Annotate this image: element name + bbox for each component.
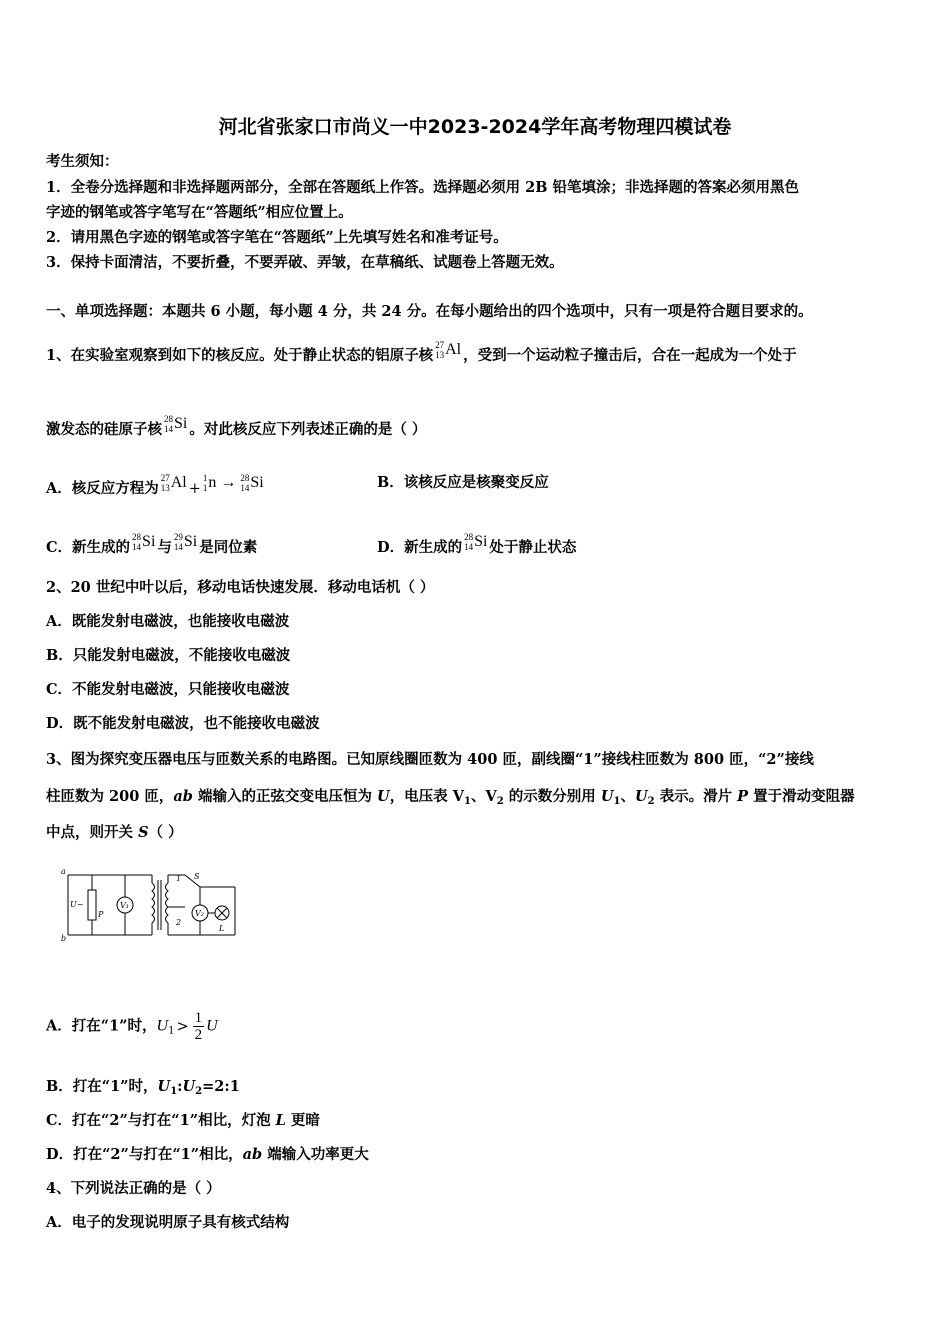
notice-line-1b: 字迹的钢笔或答字笔写在“答题纸”相应位置上。 (46, 204, 353, 221)
neutron: 1 1 n → (202, 473, 237, 494)
q2-option-d[interactable]: D．既不能发射电磁波，也不能接收电磁波 (46, 715, 320, 732)
isotope-si28: 28 14 Si (464, 532, 488, 553)
q1-text-4: 。对此核反应下列表述正确的是（ ） (189, 421, 427, 438)
q1-option-c[interactable]: C．新生成的 28 14 Si 与 29 14 Si 是同位素 (46, 532, 258, 556)
label-u: U~ (70, 900, 84, 909)
isotope-al27: 27 13 Al (160, 473, 187, 494)
q1-text-3: 激发态的硅原子核 (46, 421, 162, 438)
q1-text-2: ，受到一个运动粒子撞击后，合在一起成为一个处于 (463, 347, 797, 364)
q1-text: 1、在实验室观察到如下的核反应。处于静止状态的铝原子核 (46, 347, 434, 364)
q2-stem: 2、20 世纪中叶以后，移动电话快速发展．移动电话机（ ） (46, 579, 435, 596)
isotope-si29: 29 14 Si (173, 532, 198, 553)
label-s: S (194, 872, 200, 881)
label-p: P (98, 910, 104, 919)
q3-line-2: 柱匝数为 200 匝，ab 端输入的正弦交变电压恒为 U，电压表 $V_1$、$V_2$ 的示数分别用 $U_1$、$U_2$ 表示。滑片 P 置于滑动变阻器 (46, 788, 855, 807)
q3-line-1: 3、图为探究变压器电压与匝数关系的电路图。已知原线圈匝数为 400 匝，副线圈“1”接线柱匝数为 800 匝，“2”接线 (46, 751, 814, 768)
transformer-circuit-diagram (60, 865, 240, 945)
label-v2: V₂ (195, 909, 204, 918)
q4-stem: 4、下列说法正确的是（ ） (46, 1180, 221, 1197)
q2-option-a[interactable]: A．既能发射电磁波，也能接收电磁波 (46, 613, 290, 630)
notice-heading: 考生须知： (46, 153, 119, 170)
isotope-si28: 28 14 Si (240, 473, 264, 494)
label-b: b (61, 934, 67, 943)
label-2: 2 (176, 918, 182, 927)
isotope-al27: 27 13 Al (435, 340, 462, 361)
q1-option-d[interactable]: D．新生成的 28 14 Si 处于静止状态 (377, 532, 577, 556)
notice-line-3: 3．保持卡面清洁，不要折叠，不要弄破、弄皱，在草稿纸、试题卷上答题无效。 (46, 254, 564, 271)
q3-option-d[interactable]: D．打在“2”与打在“1”相比，ab 端输入功率更大 (46, 1146, 369, 1163)
q3-option-b[interactable]: B．打在“1”时，$U_1:U_2=2:1$ (46, 1078, 240, 1097)
fraction-half: $\frac{1}{2}$ (194, 1010, 203, 1043)
q1-line-2 (46, 414, 910, 440)
q3-line-3: 中点，则开关 S（ ） (46, 824, 183, 841)
label-1: 1 (176, 874, 182, 883)
section-heading: 一、单项选择题：本题共 6 小题，每小题 4 分，共 24 分。在每小题给出的四个选项中，只有一项是符合题目要求的。 (46, 303, 813, 320)
label-l: L (219, 924, 225, 933)
q4-option-a[interactable]: A．电子的发现说明原子具有核式结构 (46, 1214, 290, 1231)
q1-option-b[interactable]: B．该核反应是核聚变反应 (377, 474, 549, 491)
q1-option-a[interactable]: A．核反应方程为 27 13 Al + 1 1 n → 28 14 Si (46, 473, 264, 497)
notice-line-2: 2．请用黑色字迹的钢笔或答字笔在“答题纸”上先填写姓名和准考证号。 (46, 229, 508, 246)
isotope-si28: 28 14 Si (164, 414, 188, 435)
q3-option-c[interactable]: C．打在“2”与打在“1”相比，灯泡 L 更暗 (46, 1112, 320, 1129)
q1-line-1 (46, 340, 910, 366)
q3-option-a[interactable]: A．打在“1”时，$U_1$ > $\frac{1}{2}$ U (46, 1010, 218, 1043)
page-title: 河北省张家口市尚义一中2023-2024学年高考物理四模试卷 (218, 116, 732, 138)
label-a: a (61, 867, 66, 876)
q2-option-b[interactable]: B．只能发射电磁波，不能接收电磁波 (46, 647, 291, 664)
q2-option-c[interactable]: C．不能发射电磁波，只能接收电磁波 (46, 681, 290, 698)
isotope-si28: 28 14 Si (132, 532, 156, 553)
label-v1: V₁ (120, 901, 129, 910)
notice-line-1a: 1．全卷分选择题和非选择题两部分，全部在答题纸上作答。选择题必须用 2B 铅笔填涂；非选择题的答案必须用黑色 (46, 179, 800, 196)
